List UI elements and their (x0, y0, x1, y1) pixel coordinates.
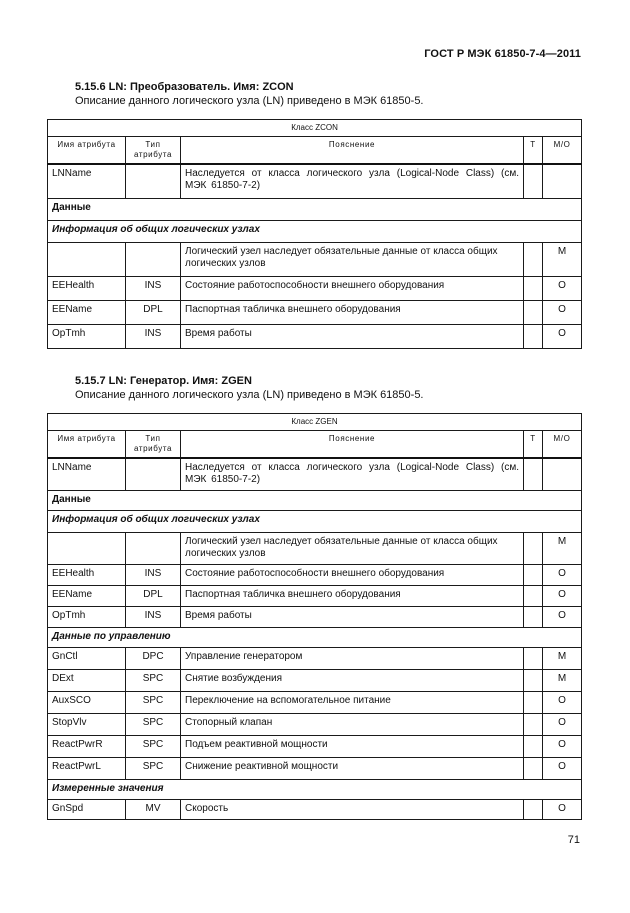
row-type: SPC (126, 735, 181, 757)
group-row (48, 198, 582, 220)
row-t (524, 585, 543, 606)
group-label: Данные (48, 198, 582, 220)
row-type: SPC (126, 691, 181, 713)
group-row (48, 490, 582, 510)
column-header-type: Тип атрибута (126, 137, 181, 165)
row-type: INS (126, 276, 181, 300)
row-description: Стопорный клапан (181, 713, 524, 735)
table-row (48, 713, 582, 735)
row-type: SPC (126, 713, 181, 735)
row-description: Скорость (181, 799, 524, 819)
row-description: Снижение реактивной мощности (181, 757, 524, 779)
column-header-mo: M/O (543, 137, 582, 165)
row-type: INS (126, 564, 181, 585)
row-description: Управление генератором (181, 647, 524, 669)
row-type: DPC (126, 647, 181, 669)
row-description: Наследуется от класса логического узла (Logical-Node Class) (см. МЭК 61850-7-2) (181, 164, 524, 198)
column-header-name: Имя атрибута (48, 137, 126, 165)
table-row (48, 757, 582, 779)
row-t (524, 669, 543, 691)
row-type: SPC (126, 669, 181, 691)
row-t (524, 757, 543, 779)
row-description: Логический узел наследует обязательные данные от класса общих логических узлов (181, 242, 524, 276)
column-header-mo: M/O (543, 431, 582, 459)
subgroup-label: Информация об общих логических узлах (48, 510, 582, 532)
zcon-class-name: Класс ZCON (48, 120, 582, 137)
subgroup-row (48, 220, 582, 242)
section-zgen-title: 5.15.7 LN: Генератор. Имя: ZGEN (75, 375, 252, 387)
table-row (48, 324, 582, 348)
row-description: Снятие возбуждения (181, 669, 524, 691)
row-name: EEName (48, 300, 126, 324)
row-t (524, 735, 543, 757)
subgroup-label: Данные по управлению (48, 627, 582, 647)
table-row (48, 276, 582, 300)
row-mo: O (543, 757, 582, 779)
row-name: StopVlv (48, 713, 126, 735)
section-zgen-description: Описание данного логического узла (LN) приведено в МЭК 61850-5. (75, 389, 424, 401)
zgen-table (47, 413, 582, 820)
row-t (524, 647, 543, 669)
table-row (48, 606, 582, 627)
column-header-type: Тип атрибута (126, 431, 181, 459)
row-name: ReactPwrL (48, 757, 126, 779)
row-description: Состояние работоспособности внешнего оборудования (181, 564, 524, 585)
row-mo: O (543, 324, 582, 348)
row-t (524, 606, 543, 627)
table-row (48, 458, 582, 490)
row-type: DPL (126, 300, 181, 324)
section-zcon-description: Описание данного логического узла (LN) приведено в МЭК 61850-5. (75, 95, 424, 107)
column-header-description: Пояснение (181, 431, 524, 459)
table-row (48, 164, 582, 198)
row-description: Подъем реактивной мощности (181, 735, 524, 757)
row-t (524, 691, 543, 713)
table-row (48, 669, 582, 691)
column-header-t: T (524, 137, 543, 165)
row-mo: O (543, 564, 582, 585)
column-header-name: Имя атрибута (48, 431, 126, 459)
row-t (524, 276, 543, 300)
row-mo: O (543, 585, 582, 606)
row-name: EEName (48, 585, 126, 606)
table-row (48, 799, 582, 819)
row-description: Паспортная табличка внешнего оборудования (181, 300, 524, 324)
row-name: AuxSCO (48, 691, 126, 713)
row-name: EEHealth (48, 276, 126, 300)
row-t (524, 564, 543, 585)
row-name: LNName (48, 164, 126, 198)
row-type: INS (126, 324, 181, 348)
row-description: Паспортная табличка внешнего оборудования (181, 585, 524, 606)
section-zcon-title: 5.15.6 LN: Преобразователь. Имя: ZCON (75, 81, 294, 93)
row-description: Время работы (181, 606, 524, 627)
column-header-description: Пояснение (181, 137, 524, 165)
subgroup-label: Информация об общих логических узлах (48, 220, 582, 242)
row-name: GnSpd (48, 799, 126, 819)
row-t (524, 799, 543, 819)
row-mo: O (543, 606, 582, 627)
row-name: ReactPwrR (48, 735, 126, 757)
row-description: Время работы (181, 324, 524, 348)
subgroup-row (48, 510, 582, 532)
row-description: Логический узел наследует обязательные данные от класса общих логических узлов (181, 532, 524, 564)
table-row (48, 242, 582, 276)
row-type: SPC (126, 757, 181, 779)
row-name: OpTmh (48, 606, 126, 627)
row-name: OpTmh (48, 324, 126, 348)
table-row (48, 300, 582, 324)
table-row (48, 585, 582, 606)
row-name: LNName (48, 458, 126, 490)
subgroup-row (48, 627, 582, 647)
row-t (524, 713, 543, 735)
row-description: Наследуется от класса логического узла (Logical-Node Class) (см. МЭК 61850-7-2) (181, 458, 524, 490)
row-mo: M (543, 647, 582, 669)
row-mo: O (543, 276, 582, 300)
table-row (48, 564, 582, 585)
row-type: INS (126, 606, 181, 627)
row-mo: O (543, 691, 582, 713)
row-mo: O (543, 735, 582, 757)
group-label: Данные (48, 490, 582, 510)
column-header-t: T (524, 431, 543, 459)
table-row (48, 647, 582, 669)
page-number: 71 (567, 834, 580, 846)
table-row (48, 532, 582, 564)
zgen-class-name: Класс ZGEN (48, 414, 582, 431)
row-t (524, 300, 543, 324)
row-description: Переключение на вспомогательное питание (181, 691, 524, 713)
row-t (524, 324, 543, 348)
document-standard-header: ГОСТ Р МЭК 61850-7-4—2011 (424, 48, 581, 60)
zcon-table (47, 119, 582, 349)
row-mo: M (543, 242, 582, 276)
row-name: GnCtl (48, 647, 126, 669)
subgroup-row (48, 779, 582, 799)
row-name: DExt (48, 669, 126, 691)
table-row (48, 691, 582, 713)
row-type: DPL (126, 585, 181, 606)
subgroup-label: Измеренные значения (48, 779, 582, 799)
row-name: EEHealth (48, 564, 126, 585)
row-type: MV (126, 799, 181, 819)
row-mo: M (543, 669, 582, 691)
row-mo: M (543, 532, 582, 564)
row-description: Состояние работоспособности внешнего оборудования (181, 276, 524, 300)
row-mo: O (543, 300, 582, 324)
table-row (48, 735, 582, 757)
row-mo: O (543, 799, 582, 819)
row-mo: O (543, 713, 582, 735)
